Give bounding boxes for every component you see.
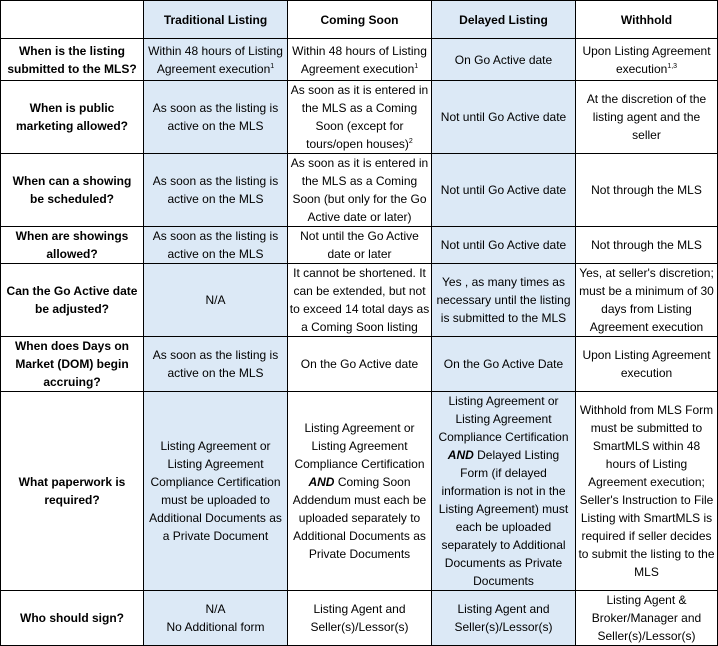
footnote-marker: 2 [408,138,413,145]
cell-withhold: Listing Agent & Broker/Manager and Seller(s)/Lessor(s) [576,591,718,646]
cell-withhold: Yes, at seller's discretion; must be a minimum of 30 days from Listing Agreement execution [576,264,718,337]
row-question: When are showings allowed? [1,227,144,264]
row-question: When can a showing be scheduled? [1,154,144,227]
cell-text: Coming Soon Addendum must each be uploaded separately to Additional Documents as Private Documents [292,475,427,561]
and-emphasis: AND [308,475,335,489]
cell-traditional: Listing Agreement or Listing Agreement Compliance Certification must be uploaded to Additional Documents as a Private Document [144,392,288,591]
cell-text: Within 48 hours of Listing Agreement execution [292,43,427,76]
row-question: Can the Go Active date be adjusted? [1,264,144,337]
cell-delayed: On the Go Active Date [432,337,576,392]
row-question: When is the listing submitted to the MLS? [1,39,144,81]
table-row [1,227,718,264]
cell-delayed: Listing Agent and Seller(s)/Lessor(s) [432,591,576,646]
cell-text: Upon Listing Agreement execution [582,43,711,76]
row-question: When is public marketing allowed? [1,81,144,154]
cell-withhold: Not through the MLS [576,154,718,227]
cell-coming-soon: It cannot be shortened. It can be extended, but not to exceed 14 total days as a Coming Soon listing [288,264,432,337]
header-coming-soon: Coming Soon [288,1,432,39]
table-row [1,81,718,154]
cell-text: As soon as it is entered in the MLS as a Coming Soon (except for tours/open houses) [290,83,429,151]
cell-coming-soon: As soon as it is entered in the MLS as a Coming Soon (but only for the Go Active date or later) [288,154,432,227]
cell-traditional: As soon as the listing is active on the MLS [144,337,288,392]
cell-traditional: As soon as the listing is active on the MLS [144,81,288,154]
cell-text: No Additional form [166,620,265,634]
table-row [1,392,718,591]
cell-delayed: Not until Go Active date [432,81,576,154]
table-row [1,591,718,646]
cell-coming-soon [288,39,432,81]
cell-withhold: Withhold from MLS Form must be submitted to SmartMLS within 48 hours of Listing Agreement execution; Seller's Instruction to File Listing with SmartMLS is required if seller decides to submit the listing to the MLS [576,392,718,591]
cell-text: Delayed Listing Form (if delayed information is not in the Listing Agreement) must each be uploaded separately to Additional Documents as Private Documents [438,448,569,588]
header-withhold: Withhold [576,1,718,39]
table-row [1,154,718,227]
header-delayed: Delayed Listing [432,1,576,39]
row-question: Who should sign? [1,591,144,646]
cell-text: Listing Agreement or Listing Agreement Compliance Certification [438,394,569,444]
footnote-marker: 1 [414,62,419,70]
table-row [1,264,718,337]
cell-coming-soon [288,392,432,591]
cell-traditional [144,591,288,646]
header-blank [1,1,144,39]
cell-withhold [576,39,718,81]
and-emphasis: AND [447,448,474,462]
cell-coming-soon: On the Go Active date [288,337,432,392]
cell-text: Listing Agreement or Listing Agreement Compliance Certification [294,421,425,471]
footnote-marker: 1,3 [667,62,678,70]
cell-withhold: At the discretion of the listing agent and the seller [576,81,718,154]
row-question: What paperwork is required? [1,392,144,591]
cell-delayed: Not until Go Active date [432,227,576,264]
cell-coming-soon: Listing Agent and Seller(s)/Lessor(s) [288,591,432,646]
cell-traditional: N/A [144,264,288,337]
header-row [1,1,718,39]
row-question: When does Days on Market (DOM) begin accruing? [1,337,144,392]
table-row [1,337,718,392]
cell-traditional: As soon as the listing is active on the MLS [144,154,288,227]
cell-delayed: On Go Active date [432,39,576,81]
header-traditional: Traditional Listing [144,1,288,39]
table-row [1,39,718,81]
cell-coming-soon: Not until the Go Active date or later [288,227,432,264]
cell-withhold: Not through the MLS [576,227,718,264]
cell-withhold: Upon Listing Agreement execution [576,337,718,392]
footnote-marker: 1 [270,62,275,70]
cell-delayed [432,392,576,591]
cell-traditional [144,39,288,81]
cell-coming-soon [288,81,432,154]
cell-traditional: As soon as the listing is active on the MLS [144,227,288,264]
cell-text: Within 48 hours of Listing Agreement execution [148,43,283,76]
cell-text: N/A [205,602,226,616]
cell-delayed: Not until Go Active date [432,154,576,227]
cell-delayed: Yes , as many times as necessary until the listing is submitted to the MLS [432,264,576,337]
